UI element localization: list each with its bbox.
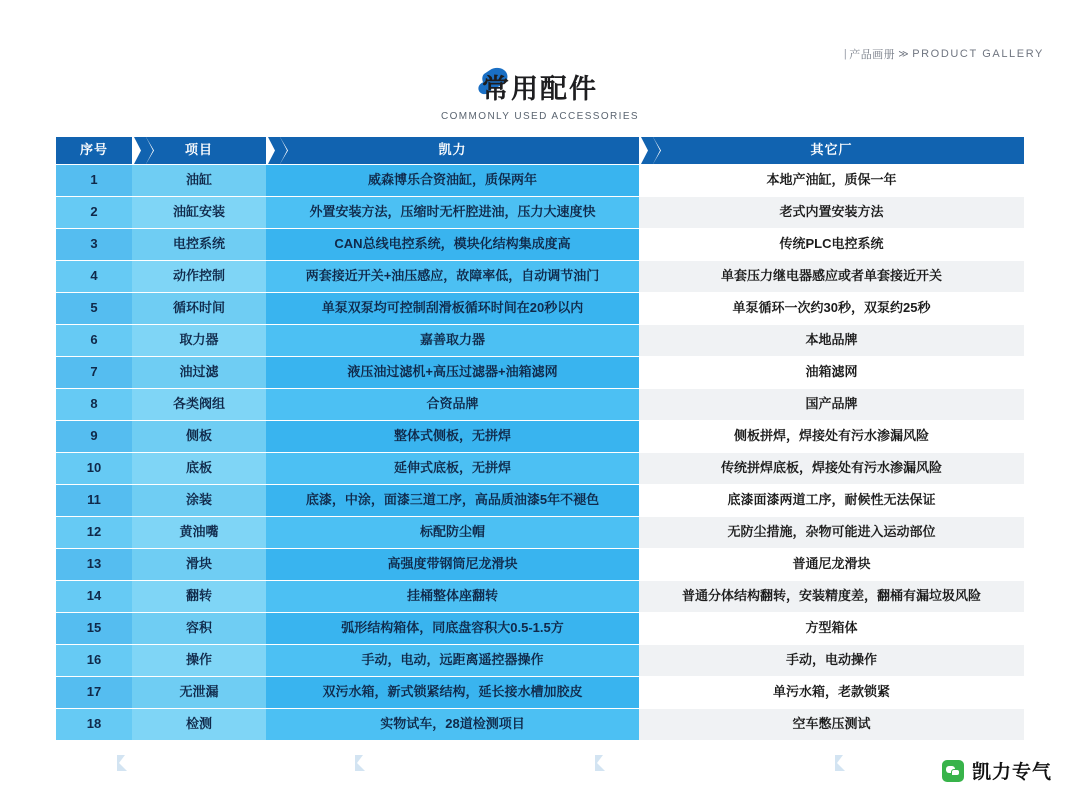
title-main-wrap xyxy=(482,72,598,106)
cell-kaili: 两套接近开关+油压感应，故障率低，自动调节油门 xyxy=(266,261,639,292)
table-row xyxy=(56,453,1024,484)
cell-item: 各类阀组 xyxy=(132,389,266,420)
cell-item: 滑块 xyxy=(132,549,266,580)
table-row xyxy=(56,229,1024,260)
cell-no: 4 xyxy=(56,261,132,292)
cell-kaili: 双污水箱，新式锁紧结构，延长接水槽加胶皮 xyxy=(266,677,639,708)
page-title xyxy=(0,72,1080,122)
column-header-item xyxy=(132,137,266,164)
watermark-icon xyxy=(352,752,378,774)
cell-no: 14 xyxy=(56,581,132,612)
product-gallery-label xyxy=(844,46,1044,62)
cell-item: 油过滤 xyxy=(132,357,266,388)
table-row xyxy=(56,645,1024,676)
arrow-divider-icon xyxy=(639,137,661,164)
cell-other: 普通尼龙滑块 xyxy=(639,549,1024,580)
cell-kaili: 延伸式底板，无拼焊 xyxy=(266,453,639,484)
cell-kaili: 合资品牌 xyxy=(266,389,639,420)
cell-other: 单污水箱，老款锁紧 xyxy=(639,677,1024,708)
table-row xyxy=(56,197,1024,228)
cell-item: 操作 xyxy=(132,645,266,676)
cell-other: 国产品牌 xyxy=(639,389,1024,420)
table-row xyxy=(56,549,1024,580)
cell-item: 容积 xyxy=(132,613,266,644)
cell-kaili: 整体式侧板，无拼焊 xyxy=(266,421,639,452)
cell-other: 空车憋压测试 xyxy=(639,709,1024,740)
cell-no: 11 xyxy=(56,485,132,516)
cell-no: 13 xyxy=(56,549,132,580)
table-row xyxy=(56,485,1024,516)
table-row xyxy=(56,677,1024,708)
accessories-comparison-table xyxy=(56,137,1024,740)
arrow-divider-icon xyxy=(132,137,154,164)
table-row xyxy=(56,325,1024,356)
table-row xyxy=(56,165,1024,196)
cell-other: 手动，电动操作 xyxy=(639,645,1024,676)
cell-kaili: CAN总线电控系统，模块化结构集成度高 xyxy=(266,229,639,260)
table-row xyxy=(56,517,1024,548)
cell-kaili: 高强度带钢筒尼龙滑块 xyxy=(266,549,639,580)
table-header-row xyxy=(56,137,1024,164)
cell-item: 无泄漏 xyxy=(132,677,266,708)
cell-item: 侧板 xyxy=(132,421,266,452)
cell-no: 3 xyxy=(56,229,132,260)
cell-no: 7 xyxy=(56,357,132,388)
title-main-text: 常用配件 xyxy=(482,74,598,104)
cell-item: 黄油嘴 xyxy=(132,517,266,548)
column-header-kaili-text: 凯力 xyxy=(438,142,467,158)
brand-footer xyxy=(942,757,1052,784)
cell-item: 涂装 xyxy=(132,485,266,516)
cell-item: 取力器 xyxy=(132,325,266,356)
table-row xyxy=(56,389,1024,420)
cell-other: 底漆面漆两道工序，耐候性无法保证 xyxy=(639,485,1024,516)
cell-other: 老式内置安装方法 xyxy=(639,197,1024,228)
cell-no: 15 xyxy=(56,613,132,644)
cell-no: 5 xyxy=(56,293,132,324)
watermark-icon xyxy=(114,752,140,774)
cell-other: 普通分体结构翻转，安装精度差，翻桶有漏垃圾风险 xyxy=(639,581,1024,612)
cell-no: 1 xyxy=(56,165,132,196)
label-cn: 产品画册 xyxy=(849,49,896,61)
cell-kaili: 弧形结构箱体，同底盘容积大0.5-1.5方 xyxy=(266,613,639,644)
cell-no: 8 xyxy=(56,389,132,420)
cell-item: 油缸 xyxy=(132,165,266,196)
arrow-divider-icon xyxy=(266,137,288,164)
cell-no: 18 xyxy=(56,709,132,740)
wechat-icon xyxy=(942,760,964,782)
cell-kaili: 挂桶整体座翻转 xyxy=(266,581,639,612)
watermark-icon xyxy=(592,752,618,774)
column-header-other xyxy=(639,137,1024,164)
cell-item: 循环时间 xyxy=(132,293,266,324)
cell-kaili: 液压油过滤机+高压过滤器+油箱滤网 xyxy=(266,357,639,388)
cell-other: 本地品牌 xyxy=(639,325,1024,356)
title-sub-text: COMMONLY USED ACCESSORIES xyxy=(441,111,639,122)
cell-kaili: 实物试车，28道检测项目 xyxy=(266,709,639,740)
table-row xyxy=(56,581,1024,612)
cell-other: 单泵循环一次约30秒，双泵约25秒 xyxy=(639,293,1024,324)
cell-no: 2 xyxy=(56,197,132,228)
label-divider: | xyxy=(843,48,848,60)
cell-kaili: 底漆，中涂，面漆三道工序，高品质油漆5年不褪色 xyxy=(266,485,639,516)
column-header-no: 序号 xyxy=(56,137,132,164)
watermark-icon xyxy=(832,752,858,774)
cell-kaili: 单泵双泵均可控制刮滑板循环时间在20秒以内 xyxy=(266,293,639,324)
cell-item: 检测 xyxy=(132,709,266,740)
cell-item: 动作控制 xyxy=(132,261,266,292)
cell-other: 本地产油缸，质保一年 xyxy=(639,165,1024,196)
cell-no: 12 xyxy=(56,517,132,548)
table-row xyxy=(56,613,1024,644)
cell-kaili: 威森博乐合资油缸，质保两年 xyxy=(266,165,639,196)
label-en: PRODUCT GALLERY xyxy=(912,48,1044,60)
cell-item: 油缸安装 xyxy=(132,197,266,228)
cell-other: 传统拼焊底板，焊接处有污水渗漏风险 xyxy=(639,453,1024,484)
cell-no: 17 xyxy=(56,677,132,708)
cell-item: 电控系统 xyxy=(132,229,266,260)
table-row xyxy=(56,421,1024,452)
cell-other: 无防尘措施，杂物可能进入运动部位 xyxy=(639,517,1024,548)
table-row xyxy=(56,357,1024,388)
cell-other: 油箱滤网 xyxy=(639,357,1024,388)
table-row xyxy=(56,261,1024,292)
cell-other: 侧板拼焊，焊接处有污水渗漏风险 xyxy=(639,421,1024,452)
cell-other: 方型箱体 xyxy=(639,613,1024,644)
cell-kaili: 标配防尘帽 xyxy=(266,517,639,548)
table-row xyxy=(56,293,1024,324)
column-header-other-text: 其它厂 xyxy=(810,142,853,158)
column-header-item-text: 项目 xyxy=(184,142,213,158)
cell-no: 16 xyxy=(56,645,132,676)
brand-name: 凯力专气 xyxy=(971,762,1052,783)
cell-kaili: 手动，电动，远距离遥控器操作 xyxy=(266,645,639,676)
cell-no: 10 xyxy=(56,453,132,484)
chevron-right-icon: ≫ xyxy=(898,48,910,60)
table-row xyxy=(56,709,1024,740)
cell-other: 传统PLC电控系统 xyxy=(639,229,1024,260)
cell-item: 底板 xyxy=(132,453,266,484)
cell-no: 9 xyxy=(56,421,132,452)
cell-kaili: 外置安装方法，压缩时无杆腔进油，压力大速度快 xyxy=(266,197,639,228)
cell-no: 6 xyxy=(56,325,132,356)
column-header-kaili xyxy=(266,137,639,164)
cell-other: 单套压力继电器感应或者单套接近开关 xyxy=(639,261,1024,292)
cell-item: 翻转 xyxy=(132,581,266,612)
cell-kaili: 嘉善取力器 xyxy=(266,325,639,356)
